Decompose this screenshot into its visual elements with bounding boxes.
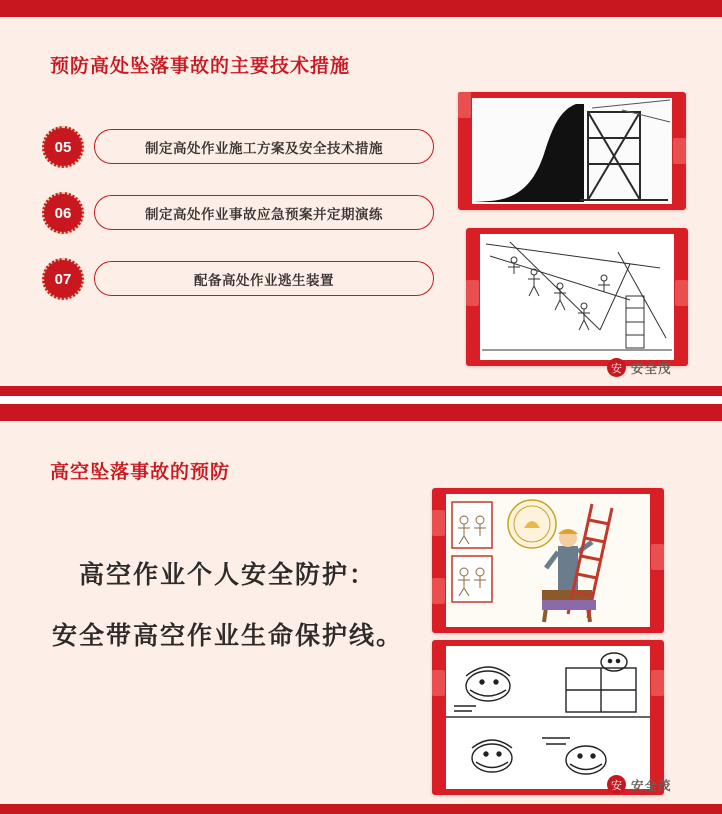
cartoon-area — [446, 646, 650, 789]
ladder-worker-illustration — [432, 488, 664, 633]
frame-tab-left-lower — [432, 578, 445, 604]
slide-1-bottom-bar — [0, 386, 722, 396]
list-item[interactable] — [42, 125, 442, 169]
body-line-2: 安全带高空作业生命保护线。 — [51, 622, 403, 651]
frame-tab-left — [458, 92, 471, 118]
watermark-label: 安全茂 — [631, 778, 672, 793]
slide-1 — [0, 0, 722, 396]
slope-illustration — [472, 98, 672, 204]
frame-tab-left — [466, 280, 479, 306]
watermark — [607, 775, 672, 794]
bullet-pill[interactable] — [94, 261, 434, 296]
slide-divider — [0, 396, 722, 404]
frame-tab-right — [673, 138, 686, 164]
diagram-area — [480, 234, 674, 360]
watermark-badge-icon: 安 — [607, 775, 626, 794]
bullet-number-badge: 05 — [42, 126, 84, 168]
rigging-illustration — [480, 234, 674, 360]
list-item[interactable] — [42, 257, 442, 301]
slide-1-title: 预防高处坠落事故的主要技术措施 — [50, 55, 351, 77]
slide-1-top-bar — [0, 0, 722, 17]
watermark-label: 安全茂 — [631, 361, 672, 376]
slide-2-body-text — [30, 560, 425, 653]
bullet-label: 制定高处作业施工方案及安全技术措施 — [145, 140, 383, 156]
illustration-area — [446, 494, 650, 627]
bullet-label: 配备高处作业逃生装置 — [194, 272, 334, 288]
bullet-number-badge: 07 — [42, 258, 84, 300]
watermark-badge-icon: 安 — [607, 358, 626, 377]
ladder-scene — [446, 494, 650, 627]
frame-tab-left — [432, 670, 445, 696]
photo-area — [472, 98, 672, 204]
slide-2-top-bar — [0, 404, 722, 421]
bullet-pill[interactable] — [94, 195, 434, 230]
frame-tab-left — [432, 510, 445, 536]
bullet-label: 制定高处作业事故应急预案并定期演练 — [145, 206, 383, 222]
body-line-1: 高空作业个人安全防护： — [78, 561, 376, 589]
slide-2-title: 高空坠落事故的预防 — [50, 461, 231, 483]
bullet-number-badge: 06 — [42, 192, 84, 234]
frame-tab-right — [651, 544, 664, 570]
page-bottom-bar — [0, 804, 722, 814]
safety-cartoon-illustration — [432, 640, 664, 795]
rope-rigging-diagram — [466, 228, 688, 366]
slope-protection-photo — [458, 92, 686, 210]
bullet-pill[interactable] — [94, 129, 434, 164]
slide-1-bullet-list — [42, 125, 442, 323]
frame-tab-right — [675, 280, 688, 306]
list-item[interactable] — [42, 191, 442, 235]
watermark — [607, 358, 672, 377]
frame-tab-right — [651, 670, 664, 696]
cartoon-panels — [446, 646, 650, 789]
